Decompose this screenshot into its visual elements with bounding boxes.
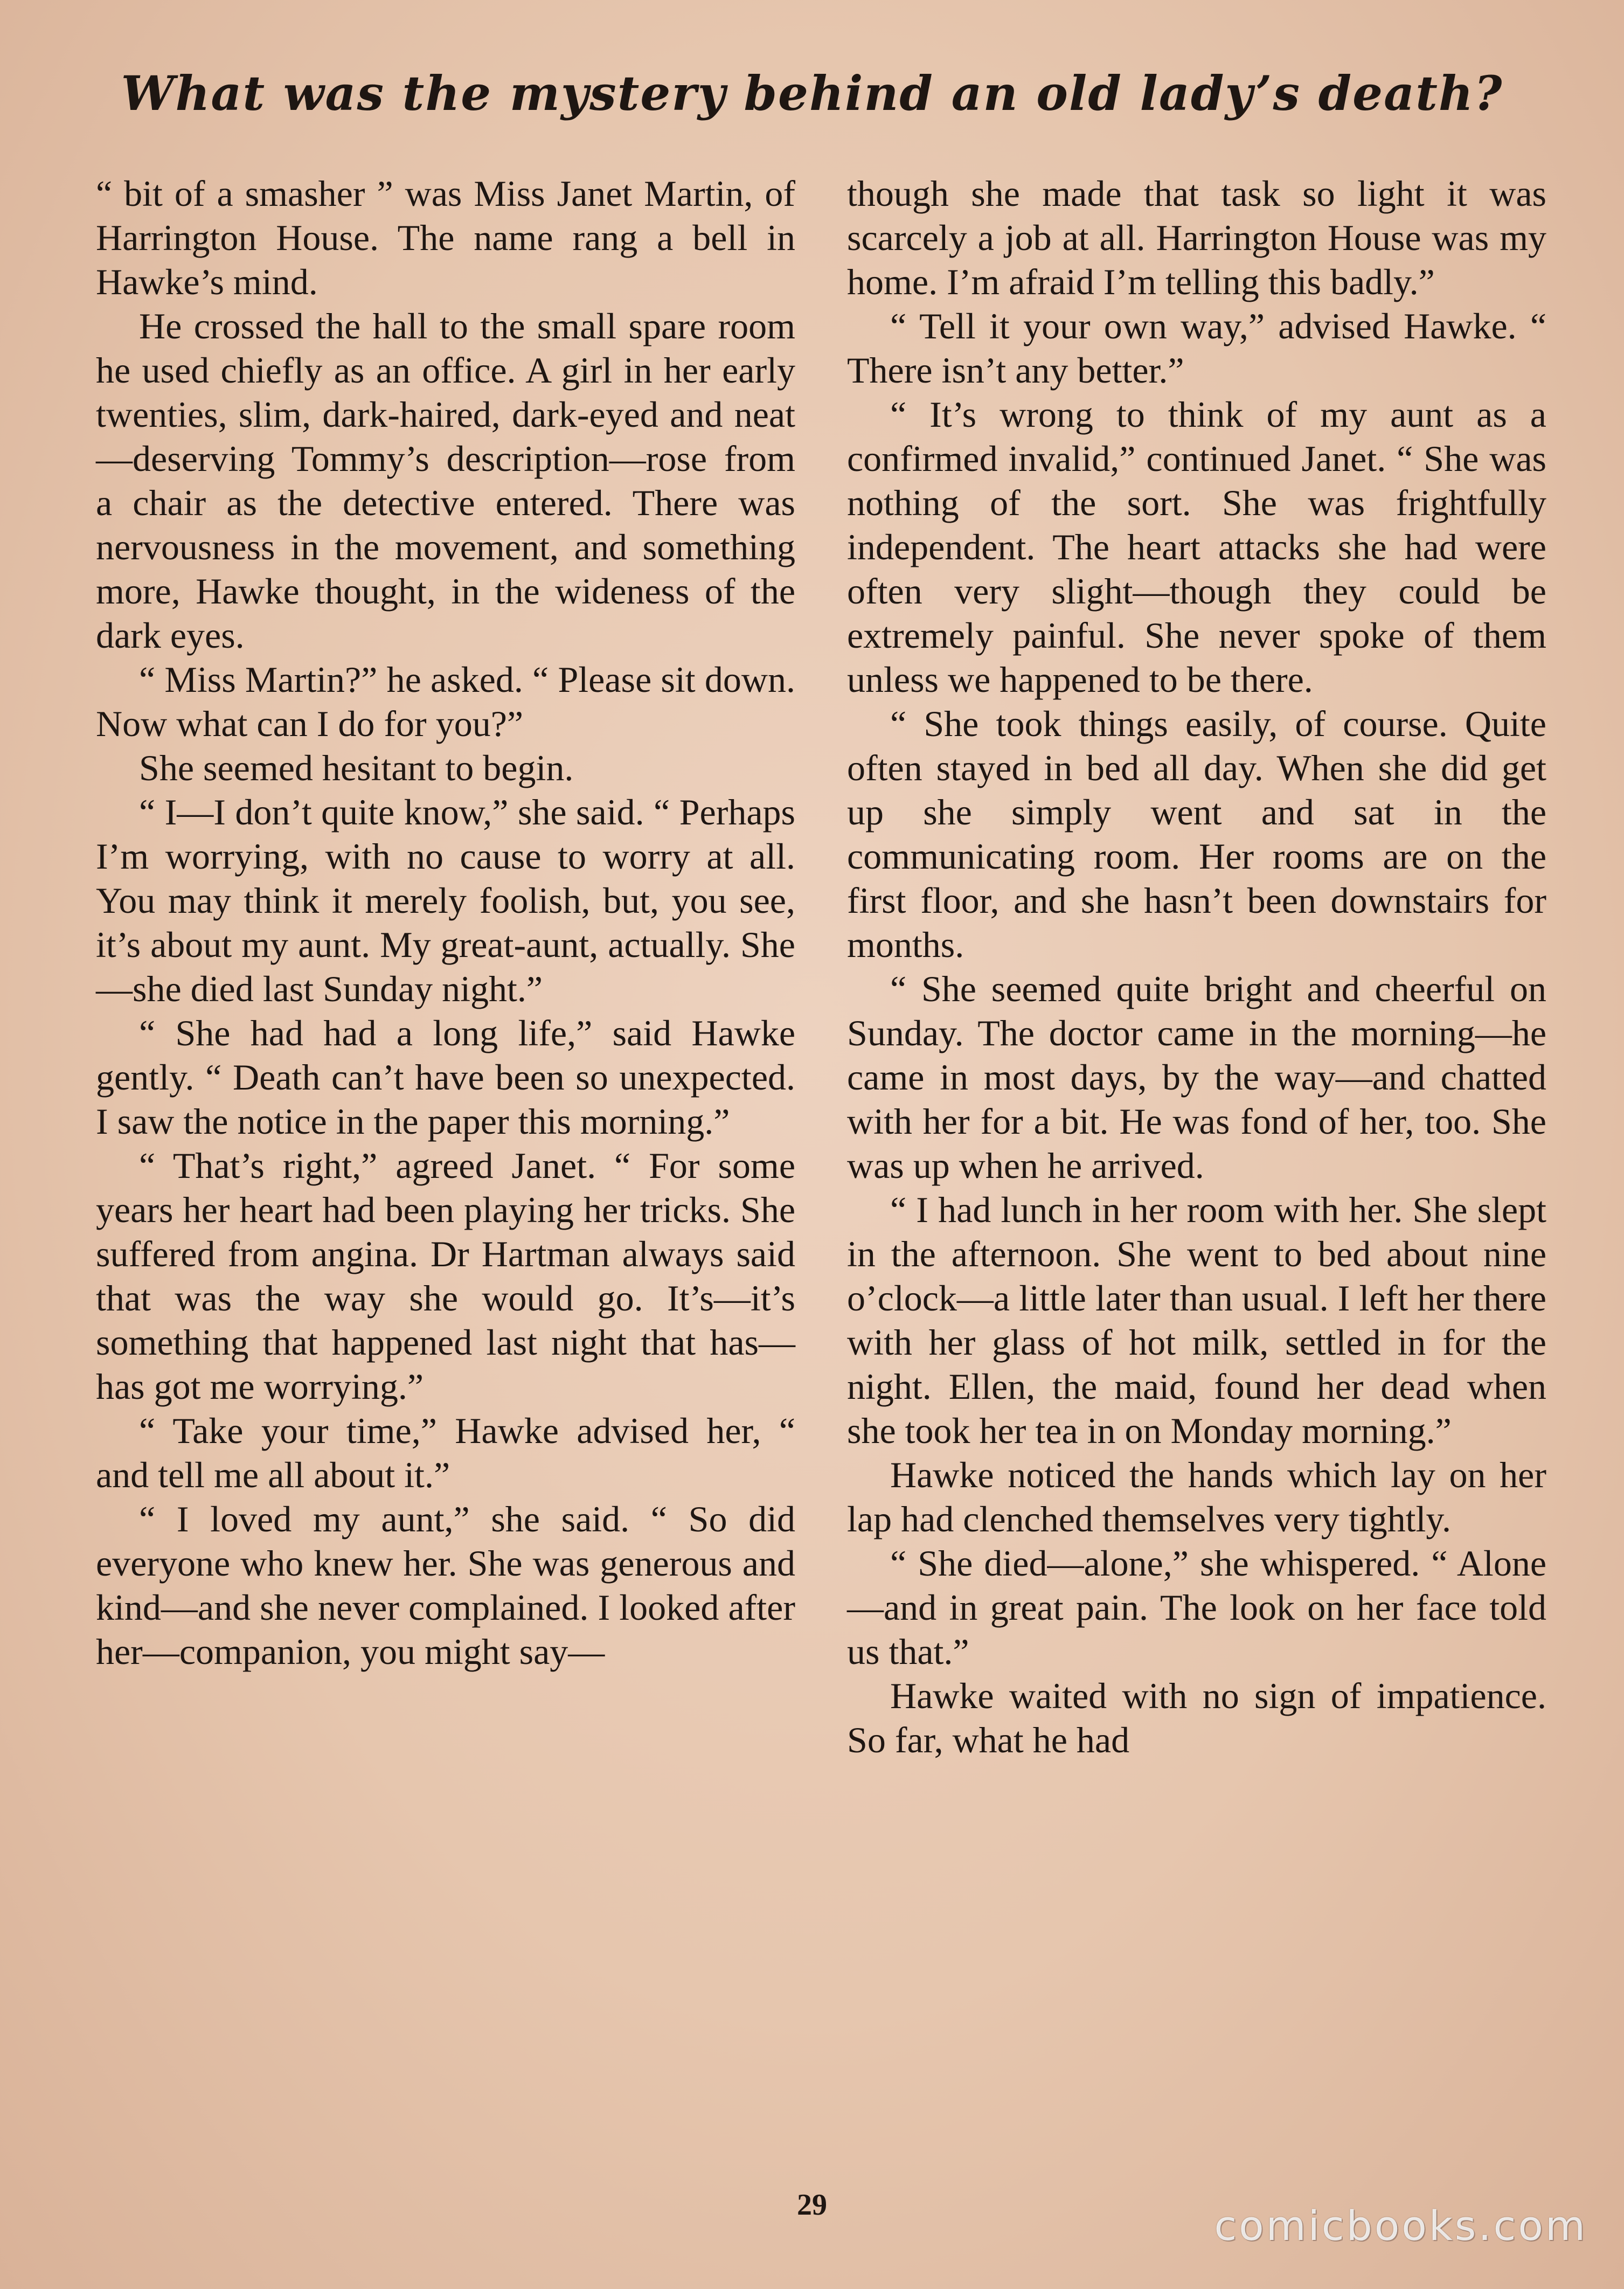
paragraph: “ Take your time,” Hawke advised her, “ and tell me all about it.” <box>96 1410 795 1495</box>
paragraph: “ She seemed quite bright and cheerful on Sunday. The doctor came in the morning—he came in most days, by the way—and chatted with her for a bit. He was fond of her, too. She was up when he arrived. <box>847 968 1546 1186</box>
paragraph: “ She took things easily, of course. Quite often stayed in bed all day. When she did get up she simply went and sat in the communicating room. Her rooms are on the first floor, and she hasn’t been downstairs for months. <box>847 703 1546 965</box>
page-number: 29 <box>797 2188 827 2222</box>
paragraph: Hawke waited with no sign of impatience. So far, what he had <box>847 1675 1546 1760</box>
page-headline: What was the mystery behind an old lady’s death? <box>121 65 1503 121</box>
watermark: comicbooks.com <box>1214 2202 1587 2250</box>
paragraph: “ I—I don’t quite know,” she said. “ Perhaps I’m worrying, with no cause to worry at all. You may think it merely foolish, but, you see, it’s about my aunt. My great-aunt, actually. She—she died last Sunday night.” <box>96 792 795 1009</box>
paragraph: “ She died—alone,” she whispered. “ Alone—and in great pain. The look on her face told us that.” <box>847 1543 1546 1672</box>
paragraph: “ bit of a smasher ” was Miss Janet Martin, of Harrington House. The name rang a bell in Hawke’s mind. <box>96 173 795 302</box>
right-column <box>847 171 1546 1762</box>
paragraph: She seemed hesitant to begin. <box>139 747 574 788</box>
paragraph: “ She had had a long life,” said Hawke gently. “ Death can’t have been so unexpected. I saw the notice in the paper this morning.” <box>96 1012 795 1142</box>
paragraph: “ I loved my aunt,” she said. “ So did everyone who knew her. She was generous and kind—and she never complained. I looked after her—companion, you might say— <box>96 1499 795 1672</box>
left-column <box>96 171 795 1674</box>
paragraph: He crossed the hall to the small spare room he used chiefly as an office. A girl in her early twenties, slim, dark-haired, dark-eyed and neat—deserving Tommy’s description—rose from a chair as the detective entered. There was nervousness in the movement, and something more, Hawke thought, in the wideness of the dark eyes. <box>96 306 795 656</box>
paragraph: “ That’s right,” agreed Janet. “ For some years her heart had been playing her tricks. She suffered from angina. Dr Hartman always said that was the way she would go. It’s—it’s something that happened last night that has—has got me worrying.” <box>96 1145 795 1407</box>
paragraph: “ Tell it your own way,” advised Hawke. “ There isn’t any better.” <box>847 306 1546 391</box>
paragraph: “ It’s wrong to think of my aunt as a confirmed invalid,” continued Janet. “ She was nothing of the sort. She was frightfully independent. The heart attacks she had were often very slight—though they could be extremely painful. She never spoke of them unless we happened to be there. <box>847 394 1546 700</box>
paragraph: Hawke noticed the hands which lay on her lap had clenched themselves very tightly. <box>847 1454 1546 1539</box>
paragraph: though she made that task so light it was scarcely a job at all. Harrington House was my home. I’m afraid I’m telling this badly.” <box>847 173 1546 302</box>
paragraph: “ I had lunch in her room with her. She slept in the afternoon. She went to bed about nine o’clock—a little later than usual. I left her there with her glass of hot milk, settled in for the night. Ellen, the maid, found her dead when she took her tea in on Monday morning.” <box>847 1189 1546 1451</box>
paragraph: “ Miss Martin?” he asked. “ Please sit down. Now what can I do for you?” <box>96 659 795 744</box>
